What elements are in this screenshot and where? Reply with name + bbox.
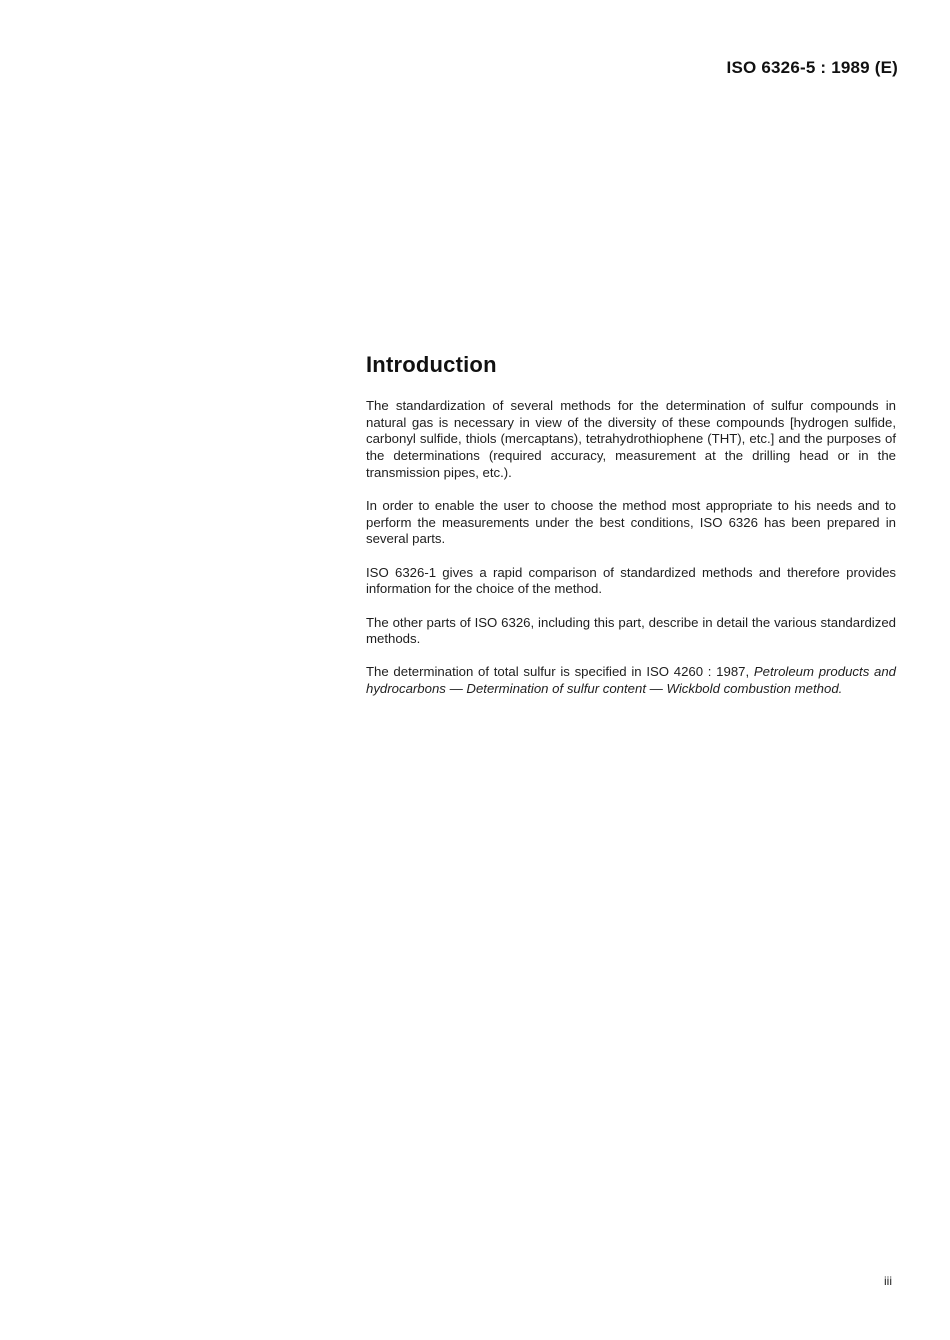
total-sulfur-text: The determination of total sulfur is specified in ISO 4260 : 1987, [366,664,754,680]
page-number: iii [884,1274,892,1288]
paragraph-user-choice: In order to enable the user to choose the method most appropriate to his needs and to perform the measurements under the best conditions, ISO 6326 has been prepared in several parts. [366,498,896,547]
referenced-standard-title: Petroleum products and hydrocarbons — Determination of sulfur content — Wickbold combustion method. [366,664,896,697]
document-identifier: ISO 6326-5 : 1989 (E) [726,58,898,77]
paragraph-total-sulfur [366,664,896,697]
section-title: Introduction [366,352,497,377]
paragraph-part-1: ISO 6326-1 gives a rapid comparison of standardized methods and therefore provides information for the choice of the method. [366,564,896,597]
paragraph-other-parts: The other parts of ISO 6326, including this part, describe in detail the various standardized methods. [366,614,896,647]
introduction-section [366,352,896,714]
paragraph-standardization: The standardization of several methods for the determination of sulfur compounds in natural gas is necessary in view of the diversity of these compounds [hydrogen sulfide, carbonyl sulfide, thiols (mercaptans), tetrahydrothiophene (THT), etc.] and the purposes of the determinations (required accuracy, measurement at the drilling head or in the transmission pipes, etc.). [366,398,896,480]
